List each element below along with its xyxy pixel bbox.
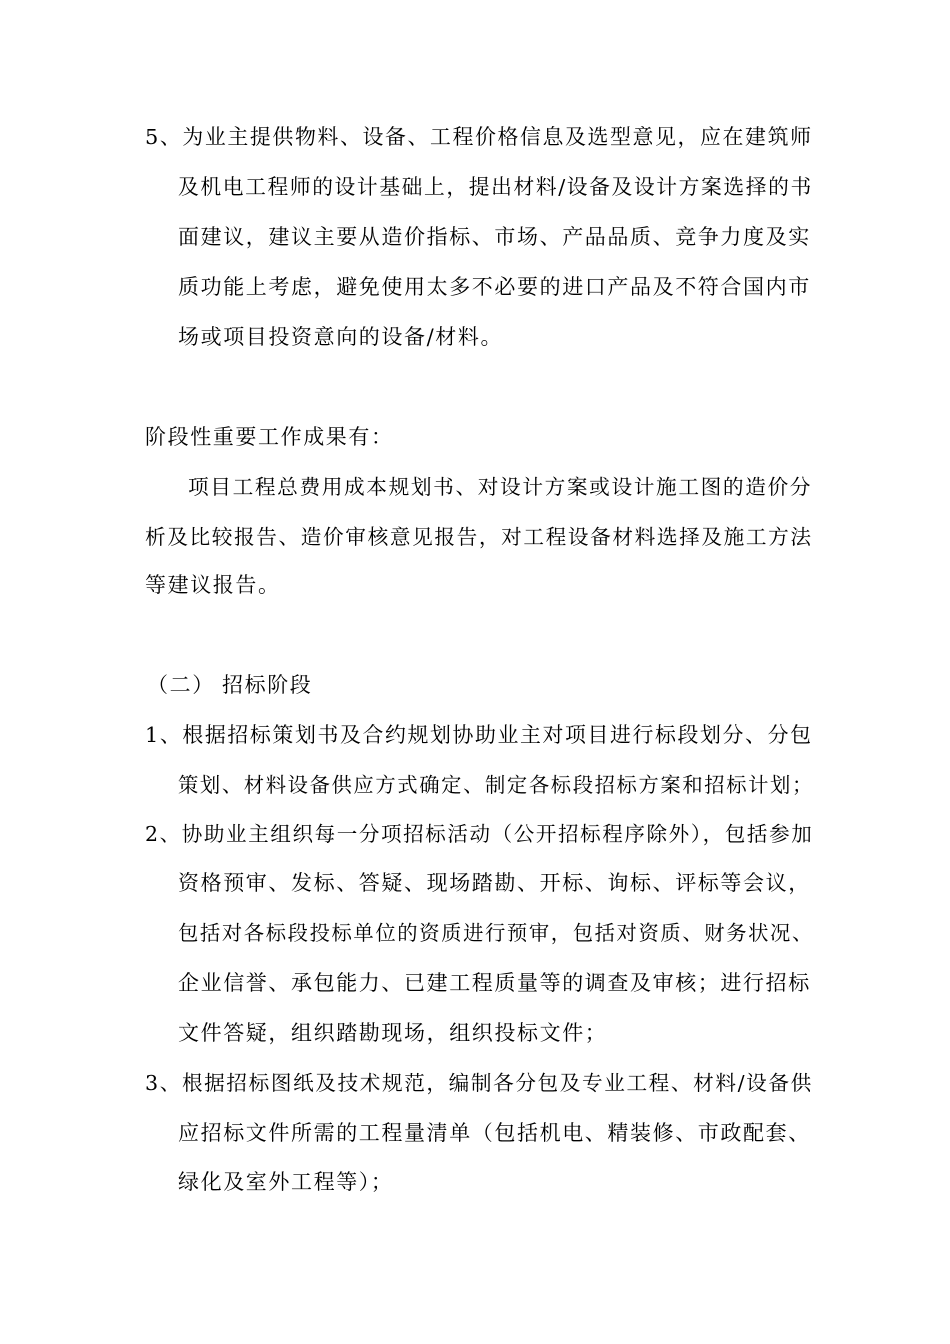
item3-line-1: 3、根据招标图纸及技术规范，编制各分包及专业工程、材料/设备供: [145, 1071, 813, 1095]
item2-line-2: 资格预审、发标、答疑、现场踏勘、开标、询标、评标等会议，: [178, 871, 811, 895]
item2-line-5: 文件答疑，组织踏勘现场，组织投标文件；: [178, 1021, 608, 1045]
results-line-1: 项目工程总费用成本规划书、对设计方案或设计施工图的造价分: [188, 475, 813, 499]
item5-line-1: 5、为业主提供物料、设备、工程价格信息及选型意见，应在建筑师: [145, 125, 813, 149]
item5-line-2: 及机电工程师的设计基础上，提出材料/设备及设计方案选择的书: [178, 175, 813, 199]
item1-line-2: 策划、材料设备供应方式确定、制定各标段招标方案和招标计划；: [178, 773, 814, 797]
item1-line-1: 1、根据招标策划书及合约规划协助业主对项目进行标段划分、分包: [145, 723, 813, 747]
item5-line-4: 质功能上考虑，避免使用太多不必要的进口产品及不符合国内市: [178, 275, 811, 299]
section2-title: 招标阶段: [222, 673, 313, 697]
item2-line-3: 包括对各标段投标单位的资质进行预审，包括对资质、财务状况、: [178, 921, 814, 945]
item5-line-5: 场或项目投资意向的设备/材料。: [178, 325, 504, 349]
results-heading: 阶段性重要工作成果有：: [145, 425, 394, 449]
results-line-3: 等建议报告。: [145, 573, 281, 597]
results-line-2: 析及比较报告、造价审核意见报告，对工程设备材料选择及施工方法: [145, 525, 813, 549]
item3-line-2: 应招标文件所需的工程量清单（包括机电、精装修、市政配套、: [178, 1121, 811, 1145]
item5-line-3: 面建议，建议主要从造价指标、市场、产品品质、竞争力度及实: [178, 225, 811, 249]
item2-line-4: 企业信誉、承包能力、已建工程质量等的调查及审核；进行招标: [178, 971, 811, 995]
item3-line-3: 绿化及室外工程等）；: [178, 1170, 394, 1194]
item2-line-1: 2、协助业主组织每一分项招标活动（公开招标程序除外），包括参加: [145, 822, 814, 846]
section2-number: （二）: [147, 673, 215, 697]
